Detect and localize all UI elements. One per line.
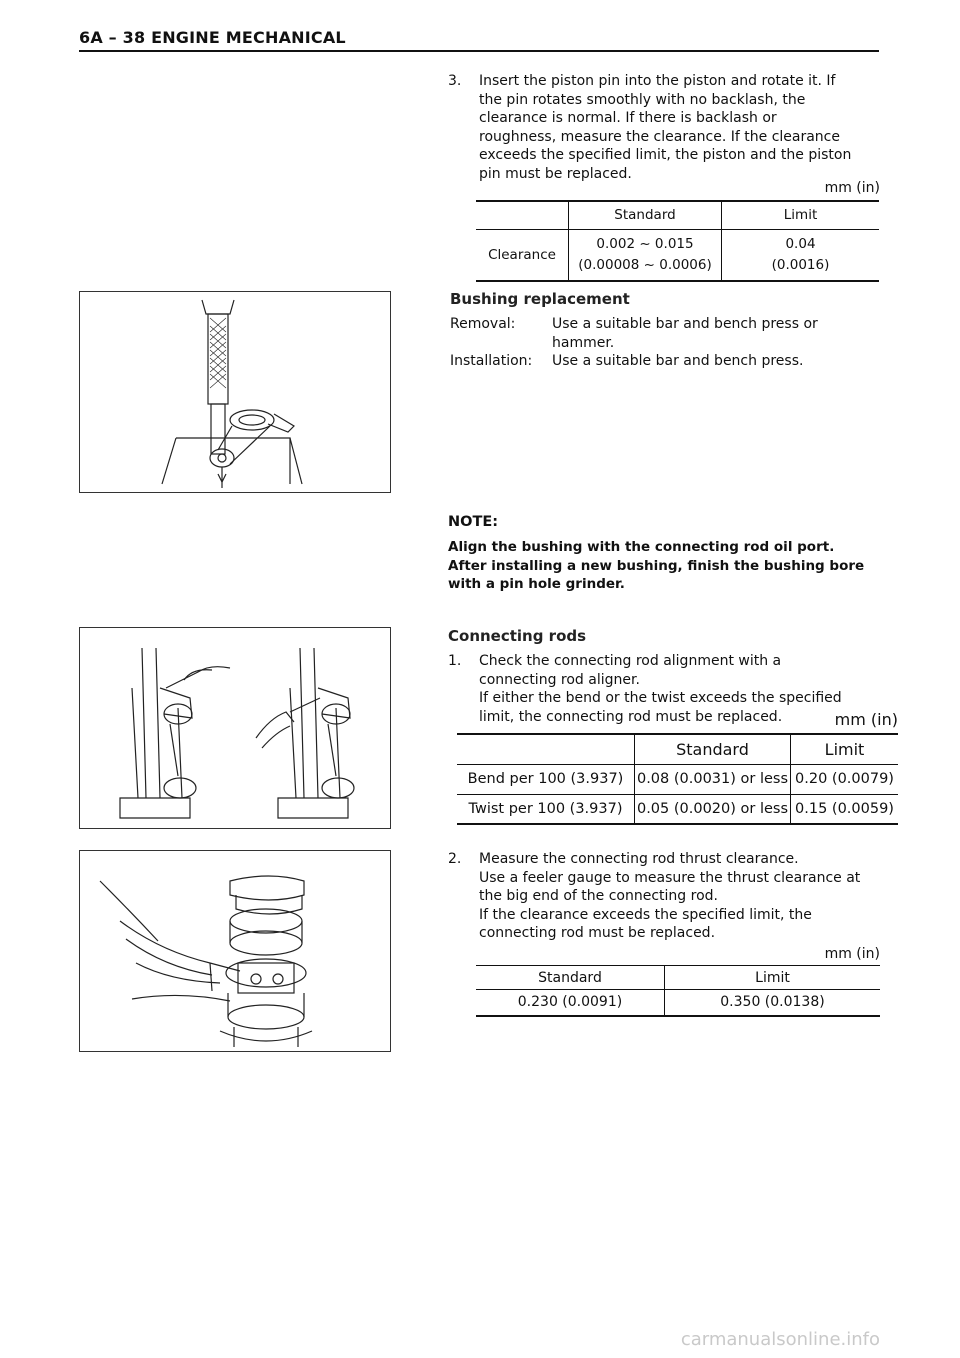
limit-value-in: (0.0016) — [771, 256, 830, 273]
cell-standard — [569, 229, 722, 281]
col-header-limit: Limit — [791, 734, 899, 764]
step-3-line: exceeds the specified limit, the piston and the piston — [479, 147, 852, 163]
limit-value-mm: 0.04 — [785, 235, 816, 252]
connecting-rods-heading: Connecting rods — [448, 627, 587, 645]
step-number: 1. — [448, 653, 462, 669]
step-number: 3. — [448, 73, 462, 89]
step-1-line: If either the bend or the twist exceeds the specified — [479, 690, 842, 706]
cell-bend-limit: 0.20 (0.0079) — [791, 764, 899, 794]
step-1-line: Check the connecting rod alignment with a — [479, 653, 782, 669]
header-rule — [79, 50, 879, 52]
col-header-limit: Limit — [665, 966, 881, 990]
bushing-press-illustration — [79, 291, 391, 493]
cell-twist-standard: 0.05 (0.0020) or less — [635, 794, 791, 824]
thrust-clearance-table — [476, 965, 880, 1017]
row-label-twist: Twist per 100 (3.937) — [468, 800, 623, 817]
piston-pin-clearance-table — [476, 200, 879, 282]
step-3-line: clearance is normal. If there is backlash or — [479, 110, 777, 126]
note-body — [448, 538, 888, 594]
note-line: with a pin hole grinder. — [448, 576, 625, 592]
unit-label: mm (in) — [824, 946, 880, 962]
connecting-rod-aligner-illustration — [79, 627, 391, 829]
page-header-title: 6A – 38 ENGINE MECHANICAL — [79, 28, 346, 47]
step-3-line: roughness, measure the clearance. If the clearance — [479, 128, 840, 145]
row-label-clearance: Clearance — [488, 246, 556, 263]
bushing-press-drawing — [80, 292, 390, 492]
cell-limit — [722, 229, 880, 281]
installation-text: Use a suitable bar and bench press. — [552, 353, 804, 369]
standard-value-mm: 0.002 ~ 0.015 — [596, 235, 694, 252]
note-title: NOTE: — [448, 514, 499, 530]
step-2-line: If the clearance exceeds the specified limit, the — [479, 906, 812, 923]
cell-twist-limit: 0.15 (0.0059) — [791, 794, 899, 824]
step-2-line: the big end of the connecting rod. — [479, 888, 718, 904]
step-3-line: pin must be replaced. — [479, 165, 632, 182]
step-2-line: connecting rod must be replaced. — [479, 925, 716, 941]
step-1-line: limit, the connecting rod must be replaced. — [479, 708, 783, 725]
note-line: After installing a new bushing, finish the bushing bore — [448, 557, 865, 574]
removal-label: Removal: — [450, 316, 516, 332]
cell-thrust-limit: 0.350 (0.0138) — [665, 990, 881, 1016]
step-2-paragraph — [448, 850, 888, 945]
cell-bend-standard: 0.08 (0.0031) or less — [635, 764, 791, 794]
col-header-limit: Limit — [722, 201, 880, 229]
removal-text-line2: hammer. — [552, 334, 615, 351]
row-label-bend: Bend per 100 (3.937) — [467, 771, 624, 787]
step-1-line: connecting rod aligner. — [479, 671, 640, 688]
thrust-clearance-illustration — [79, 850, 391, 1052]
col-header-standard: Standard — [538, 969, 602, 986]
step-number: 2. — [448, 851, 462, 867]
step-3-paragraph — [448, 72, 888, 184]
col-header-standard: Standard — [635, 734, 791, 764]
cell-thrust-standard: 0.230 (0.0091) — [517, 994, 623, 1011]
unit-label: mm (in) — [824, 180, 880, 196]
feeler-gauge-drawing — [80, 851, 390, 1051]
watermark-text: carmanualsonline.info — [680, 1329, 880, 1350]
standard-value-in: (0.00008 ~ 0.0006) — [578, 256, 712, 273]
installation-label: Installation: — [450, 353, 533, 369]
bushing-replacement-heading: Bushing replacement — [450, 290, 630, 308]
bushing-instructions — [450, 315, 880, 375]
step-2-line: Measure the connecting rod thrust clearance. — [479, 851, 799, 867]
bend-twist-table — [457, 733, 898, 825]
step-3-line: Insert the piston pin into the piston and rotate it. If — [479, 73, 836, 89]
step-3-line: the pin rotates smoothly with no backlash, the — [479, 91, 806, 108]
step-2-line: Use a feeler gauge to measure the thrust clearance at — [479, 869, 861, 886]
col-header-standard: Standard — [569, 201, 722, 229]
aligner-drawing — [80, 628, 390, 828]
unit-label: mm (in) — [834, 710, 898, 729]
note-line: Align the bushing with the connecting rod oil port. — [448, 539, 835, 555]
removal-text-line1: Use a suitable bar and bench press or — [552, 316, 818, 332]
